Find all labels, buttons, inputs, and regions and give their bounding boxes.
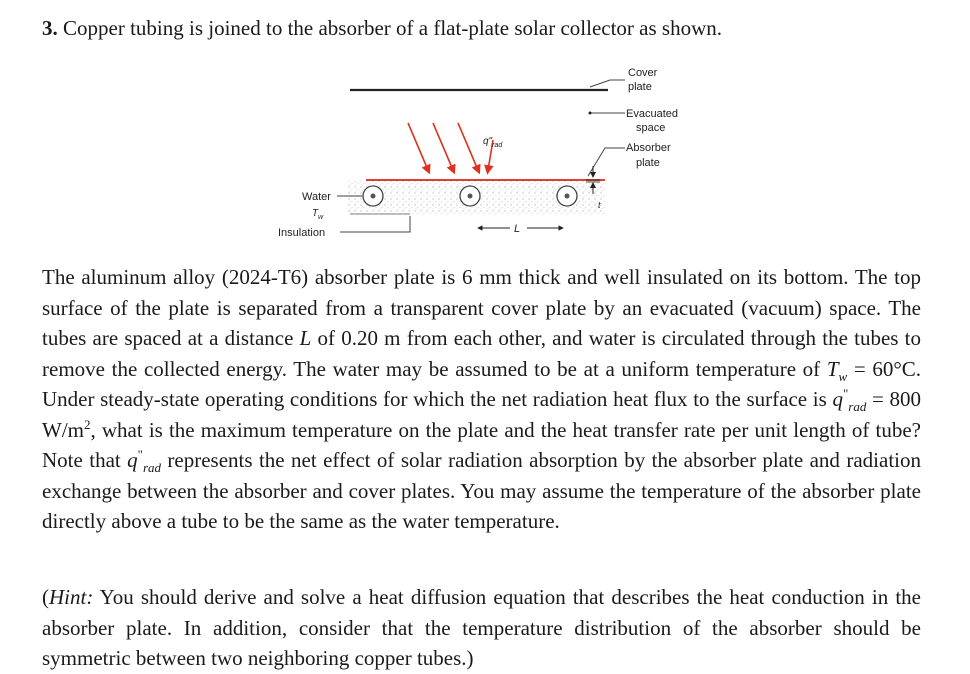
- hint-label: Hint:: [49, 585, 94, 609]
- label-cover-1: Cover: [628, 67, 658, 79]
- hint-paragraph: (Hint: You should derive and solve a heat diffusion equation that describes the heat conduction in the absorber plate. In addition, consider that the temperature distribution of the absorber should be symmetric between two neighboring copper tubes.): [42, 585, 921, 670]
- label-t: t: [598, 200, 601, 210]
- problem-statement: The aluminum alloy (2024-T6) absorber plate is 6 mm thick and well insulated on its bottom. The top surface of the plate is separated from a transparent cover plate by an evacuated (vacuum) space. The tubes are spaced at a distance L of 0.20 m from each other, and water is circulated through the tubes to remove the collected energy. The water may be assumed to be at a uniform temperature of $T_w = 60^\circ C$. Under steady-state operating conditions for which the net radiation heat flux to the surface is $q^"_{rad} = 800$ $W/m^2$, what is the maximum temperature on the plate and the heat transfer rate per unit length of tube? Note that $q^"_{rad}$ represents the net effect of solar radiation absorption by the absorber plate and radiation exchange between the absorber and cover plates. You may assume the temperature of the absorber plate directly above a tube to be the same as the water temperature.: [42, 265, 921, 533]
- evacuated-dot: [589, 112, 592, 115]
- label-tw: $T_w$: [312, 208, 324, 221]
- var-T: T: [826, 356, 839, 381]
- label-insulation: Insulation: [278, 227, 326, 239]
- copper-tube-1-core: [371, 194, 376, 199]
- copper-tube-3-core: [565, 194, 570, 199]
- insulation-leader: [340, 216, 410, 232]
- radiation-arrow-3: [458, 123, 478, 170]
- label-cover-2: plate: [628, 81, 652, 93]
- problem-number: 3.: [42, 16, 58, 40]
- collector-diagram: [270, 60, 710, 250]
- radiation-arrow-1: [408, 123, 428, 170]
- cover-leader: [590, 80, 625, 87]
- label-absorber-2: plate: [636, 157, 660, 169]
- var-q: q: [832, 387, 843, 411]
- var-L: L: [299, 326, 312, 350]
- label-L: L: [514, 223, 521, 235]
- label-qrad: $q"_{rad}$: [483, 136, 503, 149]
- label-water: Water: [302, 191, 331, 203]
- label-evacuated-1: Evacuated: [626, 108, 678, 120]
- radiation-arrow-2: [433, 123, 453, 170]
- problem-title: [42, 16, 722, 41]
- label-evacuated-2: space: [636, 122, 666, 134]
- absorber-leader: [588, 148, 625, 176]
- copper-tube-2-core: [468, 194, 473, 199]
- problem-title-text: Copper tubing is joined to the absorber of a flat-plate solar collector as shown.: [63, 16, 722, 40]
- var-q2: q: [127, 448, 138, 472]
- label-absorber-1: Absorber: [626, 142, 671, 154]
